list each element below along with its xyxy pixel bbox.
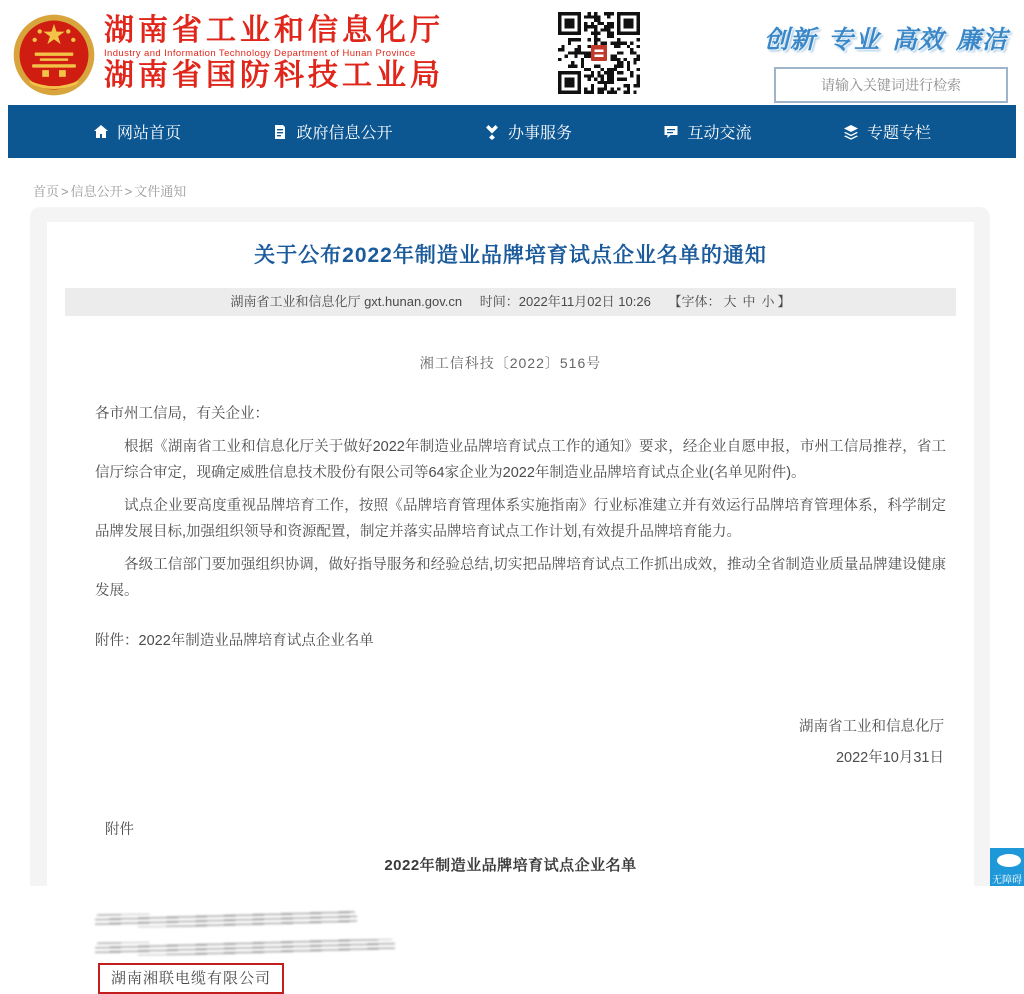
article-meta-bar [65,288,956,316]
redacted-line [95,911,357,927]
signature-org: 湖南省工业和信息化厅 [799,719,944,735]
slogan-word: 高效 [891,26,944,54]
header-right [763,20,1008,103]
nav-item-label: 政府信息公开 [296,125,393,142]
site-header [8,8,1016,105]
font-size-label: 【字体： [668,294,721,309]
home-icon [93,124,109,140]
font-size-small[interactable]: 小 [761,294,775,309]
accessibility-widget[interactable] [990,848,1024,886]
service-hands-icon [484,124,500,140]
breadcrumb-home[interactable]: 首页 [33,184,60,199]
font-size-medium[interactable]: 中 [742,294,756,309]
breadcrumb [33,181,186,200]
article-time: 2022年11月02日 10:26 [518,294,651,309]
search-input[interactable] [776,77,1006,93]
nav-item-interaction[interactable] [663,120,751,143]
breadcrumb-separator: > [61,184,69,199]
cloud-icon [997,854,1021,867]
font-size-label-suffix: 】 [777,294,791,309]
national-emblem-icon [12,13,96,97]
main-nav [8,105,1016,158]
nav-item-home[interactable] [93,120,181,143]
paragraph: 试点企业要高度重视品牌培育工作，按照《品牌培育管理体系实施指南》行业标准建立并有效运行品牌培育管理体系，科学制定品牌发展目标,加强组织领导和资源配置，制定并落实品牌培育试点工作计划,有效提升品牌培育能力。 [95,498,946,540]
signature-date: 2022年10月31日 [835,750,944,766]
article-card [47,222,974,987]
breadcrumb-info-disclosure[interactable]: 信息公开 [70,184,123,199]
font-size-large[interactable]: 大 [723,294,737,309]
attachment-line: 附件：2022年制造业品牌培育试点企业名单 [95,633,374,649]
nav-item-label: 办事服务 [507,125,572,142]
content-panel [30,207,990,987]
nav-item-label: 网站首页 [117,125,182,142]
qr-code [558,12,640,94]
layers-icon [843,124,859,140]
site-title-block [104,15,444,92]
document-number: 湘工信科技〔2022〕516号 [419,355,602,371]
appendix-label: 附件 [105,822,134,838]
slogan-word: 专业 [827,26,880,54]
breadcrumb-separator: > [124,184,133,199]
article-body [95,401,946,604]
article-title: 关于公布2022年制造业品牌培育试点企业名单的通知 [254,244,767,267]
breadcrumb-file-notice[interactable]: 文件通知 [134,184,187,199]
redacted-line [95,939,395,956]
paragraph: 各级工信部门要加强组织协调，做好指导服务和经验总结,切实把品牌培育试点工作抓出成效，推动全省制造业质量品牌建设健康发展。 [95,557,946,599]
chat-bubble-icon [663,124,679,140]
article-time-label: 时间： [479,294,519,309]
highlighted-company: 湖南湘联电缆有限公司 [98,963,284,994]
org-name-english: Industry and Information Technology Department of Hunan Province [104,48,416,59]
article-source: 湖南省工业和信息化厅 gxt.hunan.gov.cn [230,294,463,309]
paragraph: 根据《湖南省工业和信息化厅关于做好2022年制造业品牌培育试点工作的通知》要求，经企业自愿申报，市州工信局推荐，省工信厅综合审定，现确定威胜信息技术股份有限公司等64家企业为2022年制造业品牌培育试点企业(名单见附件)。 [95,439,946,481]
nav-item-label: 专题专栏 [866,125,931,142]
salutation: 各市州工信局，有关企业： [95,406,269,422]
org-name-line1: 湖南省工业和信息化厅 [104,14,444,47]
appendix-title: 2022年制造业品牌培育试点企业名单 [384,857,637,874]
signature-block [47,712,944,774]
search-box [774,67,1008,103]
nav-item-services[interactable] [484,120,572,143]
slogan-word: 创新 [763,26,816,54]
document-icon [272,124,288,140]
accessibility-label: 无障碍 [992,875,1022,886]
nav-item-gov-info[interactable] [272,120,392,143]
nav-item-special-columns[interactable] [843,120,931,143]
org-name-line2: 湖南省国防科技工业局 [104,59,444,92]
slogan-banner [763,20,1008,56]
nav-item-label: 互动交流 [687,125,752,142]
slogan-word: 廉洁 [955,26,1008,54]
